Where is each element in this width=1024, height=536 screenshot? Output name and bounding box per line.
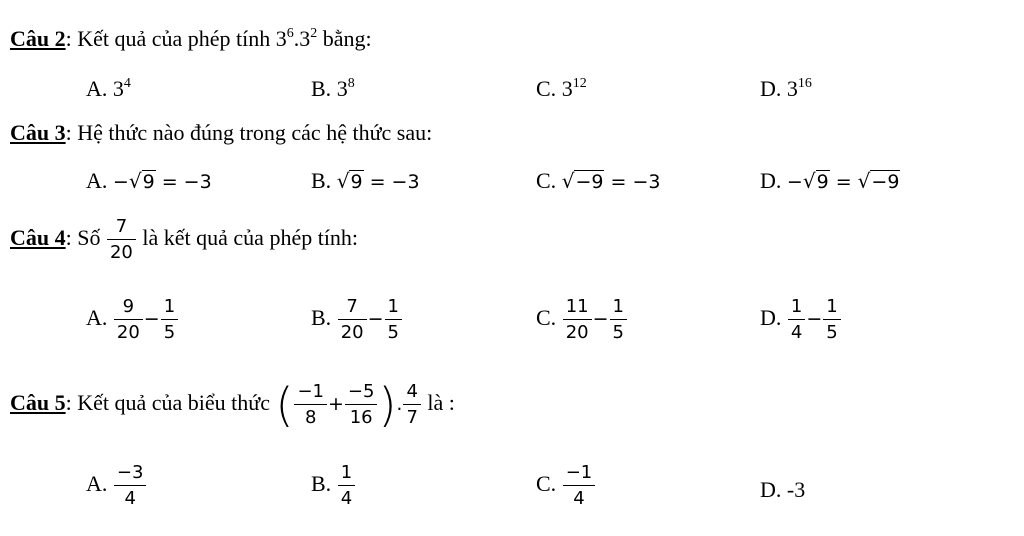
denominator: 5 bbox=[826, 322, 838, 343]
question-4 bbox=[10, 218, 358, 262]
option-4a[interactable] bbox=[86, 298, 179, 342]
fraction bbox=[338, 298, 367, 342]
question-2-suffix: bằng: bbox=[317, 26, 372, 51]
denominator: 20 bbox=[565, 322, 589, 343]
option-letter: B. bbox=[311, 168, 332, 193]
question-3 bbox=[10, 120, 432, 146]
option-letter: A. bbox=[86, 305, 108, 331]
numerator: 9 bbox=[114, 298, 143, 320]
minus-sign: − bbox=[143, 308, 160, 331]
radicand: 9 bbox=[816, 171, 829, 193]
fraction bbox=[161, 298, 178, 342]
base: 3 bbox=[336, 76, 348, 101]
option-5a[interactable] bbox=[86, 464, 147, 508]
minus-sign: − bbox=[367, 308, 384, 331]
fraction bbox=[823, 298, 840, 342]
option-3d[interactable] bbox=[760, 168, 900, 194]
numerator: −5 bbox=[345, 383, 378, 405]
question-4-label: Câu 4 bbox=[10, 225, 66, 251]
numerator: 7 bbox=[338, 298, 367, 320]
option-5d[interactable] bbox=[760, 477, 805, 503]
denominator: 5 bbox=[163, 322, 176, 343]
question-5 bbox=[10, 378, 455, 432]
denominator: 20 bbox=[109, 242, 133, 263]
fraction bbox=[788, 298, 805, 342]
numerator: −1 bbox=[563, 464, 596, 486]
dot: . bbox=[396, 393, 403, 416]
option-2b[interactable] bbox=[311, 76, 355, 102]
denominator: 5 bbox=[612, 322, 624, 343]
dot: . bbox=[293, 26, 300, 51]
option-5b[interactable] bbox=[311, 464, 356, 508]
option-2c[interactable] bbox=[536, 76, 587, 102]
option-letter: C. bbox=[536, 168, 557, 193]
fraction bbox=[294, 383, 327, 427]
option-letter: D. bbox=[760, 76, 782, 101]
exponent: 6 bbox=[286, 26, 294, 41]
question-2-label: Câu 2 bbox=[10, 26, 66, 51]
right-paren: ) bbox=[378, 378, 397, 432]
option-letter: C. bbox=[536, 76, 557, 101]
numerator: 1 bbox=[610, 298, 627, 320]
option-letter: A. bbox=[86, 168, 108, 193]
question-3-text: : Hệ thức nào đúng trong các hệ thức sau: bbox=[65, 120, 433, 145]
denominator: 16 bbox=[349, 407, 373, 428]
question-5-suffix: là : bbox=[421, 390, 455, 416]
fraction bbox=[610, 298, 627, 342]
minus-sign: − bbox=[806, 308, 823, 331]
option-letter: A. bbox=[86, 76, 108, 101]
denominator: 4 bbox=[790, 322, 803, 343]
question-5-text: : Kết quả của biểu thức bbox=[65, 390, 276, 416]
numerator: −3 bbox=[114, 464, 147, 486]
exponent: 4 bbox=[123, 76, 131, 91]
numerator: 7 bbox=[107, 218, 136, 240]
option-3b[interactable] bbox=[311, 168, 420, 194]
numerator: 4 bbox=[403, 383, 420, 405]
option-letter: D. bbox=[760, 477, 782, 502]
option-letter: D. bbox=[760, 305, 782, 331]
option-4c[interactable] bbox=[536, 298, 628, 342]
option-4b[interactable] bbox=[311, 298, 403, 342]
question-5-label: Câu 5 bbox=[10, 390, 66, 416]
fraction bbox=[114, 464, 147, 508]
question-3-label: Câu 3 bbox=[10, 120, 66, 145]
base: 3 bbox=[561, 76, 573, 101]
denominator: 7 bbox=[406, 407, 418, 428]
option-letter: A. bbox=[86, 471, 108, 497]
sqrt: √9 bbox=[128, 169, 155, 193]
equation-rhs: = −3 bbox=[363, 171, 420, 193]
denominator: 4 bbox=[573, 488, 585, 509]
option-letter: B. bbox=[311, 305, 332, 331]
exponent: 2 bbox=[310, 26, 318, 41]
denominator: 8 bbox=[304, 407, 317, 428]
numerator: −1 bbox=[294, 383, 327, 405]
minus-sign: − bbox=[786, 171, 803, 193]
numerator: 1 bbox=[338, 464, 355, 486]
option-3c[interactable] bbox=[536, 168, 660, 194]
option-4d[interactable] bbox=[760, 298, 842, 342]
minus-sign: − bbox=[592, 308, 609, 331]
fraction bbox=[563, 298, 592, 342]
option-letter: B. bbox=[311, 471, 332, 497]
denominator: 20 bbox=[116, 322, 140, 343]
question-2 bbox=[10, 26, 372, 52]
radicand: 9 bbox=[142, 171, 155, 193]
radicand: −9 bbox=[871, 171, 900, 193]
fraction bbox=[563, 464, 596, 508]
option-value: -3 bbox=[786, 477, 806, 502]
question-4-suffix: là kết quả của phép tính: bbox=[136, 225, 359, 251]
equation-rhs: = −3 bbox=[155, 171, 212, 193]
denominator: 20 bbox=[340, 322, 364, 343]
radicand: 9 bbox=[350, 171, 363, 193]
sqrt: √−9 bbox=[857, 169, 900, 193]
base: 3 bbox=[275, 26, 287, 51]
base: 3 bbox=[299, 26, 311, 51]
sqrt: √9 bbox=[336, 169, 363, 193]
equation-rhs: = −3 bbox=[604, 171, 661, 193]
denominator: 4 bbox=[340, 488, 353, 509]
fraction bbox=[114, 298, 143, 342]
fraction bbox=[107, 218, 136, 262]
fraction bbox=[403, 383, 420, 427]
radicand: −9 bbox=[575, 171, 604, 193]
fraction bbox=[385, 298, 402, 342]
equals-sign: = bbox=[829, 171, 858, 193]
fraction bbox=[345, 383, 378, 427]
option-2d[interactable] bbox=[760, 76, 812, 102]
exponent: 16 bbox=[797, 76, 812, 91]
denominator: 5 bbox=[387, 322, 399, 343]
sqrt: √−9 bbox=[561, 169, 604, 193]
plus-sign: + bbox=[327, 393, 344, 416]
option-5c[interactable] bbox=[536, 464, 596, 508]
numerator: 1 bbox=[823, 298, 840, 320]
numerator: 11 bbox=[563, 298, 592, 320]
option-letter: D. bbox=[760, 168, 782, 193]
exponent: 12 bbox=[572, 76, 587, 91]
question-4-text: : Số bbox=[65, 225, 106, 251]
numerator: 1 bbox=[161, 298, 178, 320]
base: 3 bbox=[112, 76, 124, 101]
numerator: 1 bbox=[788, 298, 805, 320]
denominator: 4 bbox=[124, 488, 136, 509]
sqrt: √9 bbox=[802, 169, 829, 193]
question-2-text: : Kết quả của phép tính bbox=[65, 26, 276, 51]
option-letter: C. bbox=[536, 471, 557, 497]
base: 3 bbox=[786, 76, 798, 101]
exponent: 8 bbox=[347, 76, 355, 91]
option-3a[interactable] bbox=[86, 168, 212, 194]
option-letter: C. bbox=[536, 305, 557, 331]
option-2a[interactable] bbox=[86, 76, 131, 102]
left-paren: ( bbox=[275, 378, 294, 432]
numerator: 1 bbox=[385, 298, 402, 320]
option-letter: B. bbox=[311, 76, 332, 101]
minus-sign: − bbox=[112, 171, 129, 193]
fraction bbox=[338, 464, 355, 508]
